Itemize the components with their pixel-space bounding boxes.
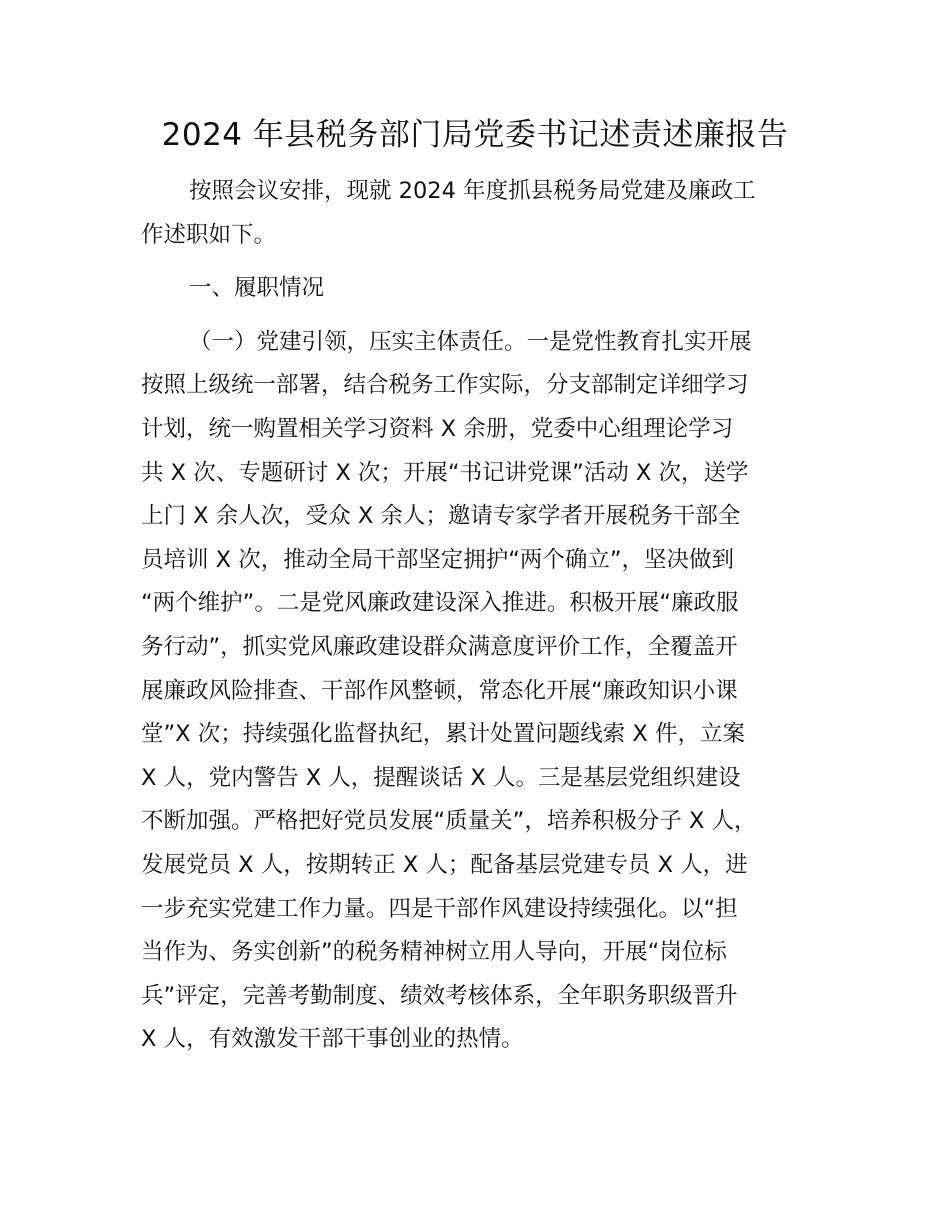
paragraph-intro-line-1: 按照会议安排，现就 2024 年度抓县税务局党建及廉政工: [189, 178, 756, 204]
paragraph-gap: [141, 257, 841, 267]
body-line: 共 X 次、专题研讨 X 次；开展“书记讲党课”活动 X 次，送学: [141, 459, 749, 486]
paragraph-intro-line-2: 作述职如下。: [141, 221, 277, 248]
body-line: 计划，统一购置相关学习资料 X 余册，党委中心组理论学习: [141, 415, 734, 442]
body-line: 不断加强。严格把好党员发展“质量关”，培养积极分子 X 人，: [141, 808, 757, 835]
body-line: 一步充实党建工作力量。四是干部作风建设持续强化。以“担: [141, 895, 738, 922]
body-line: X 人，有效激发干部干事创业的热情。: [141, 1026, 524, 1053]
document-body: [141, 170, 841, 1062]
body-line: 员培训 X 次，推动全局干部坚定拥护“两个确立”，坚决做到: [141, 546, 735, 573]
body-line: X 人，党内警告 X 人，提醒谈话 X 人。三是基层党组织建设: [141, 764, 741, 791]
body-line: 上门 X 余人次，受众 X 余人；邀请专家学者开展税务干部全: [141, 503, 741, 530]
body-line: 当作为、务实创新”的税务精神树立用人导向，开展“岗位标: [141, 939, 727, 966]
subsection-heading-line: （一）党建引领，压实主体责任。一是党性教育扎实开展: [189, 328, 752, 355]
body-line: 展廉政风险排查、干部作风整顿，常态化开展“廉政知识小课: [141, 677, 738, 704]
body-line: 兵”评定，完善考勤制度、绩效考核体系，全年职务职级晋升: [141, 982, 738, 1009]
body-line: “两个维护”。二是党风廉政建设深入推进。积极开展“廉政服: [141, 590, 739, 617]
section-heading: 一、履职情况: [189, 275, 325, 302]
paragraph-gap: [141, 311, 841, 321]
body-line: 务行动”，抓实党风廉政建设群众满意度评价工作，全覆盖开: [141, 633, 738, 660]
body-line: 按照上级统一部署，结合税务工作实际，分支部制定详细学习: [141, 372, 749, 399]
document-title: 2024 年县税务部门局党委书记述责述廉报告: [161, 117, 789, 153]
body-line: 堂”X 次；持续强化监督执纪，累计处置问题线索 X 件，立案: [141, 721, 745, 748]
body-line: 发展党员 X 人，按期转正 X 人；配备基层党建专员 X 人，进: [141, 851, 748, 878]
